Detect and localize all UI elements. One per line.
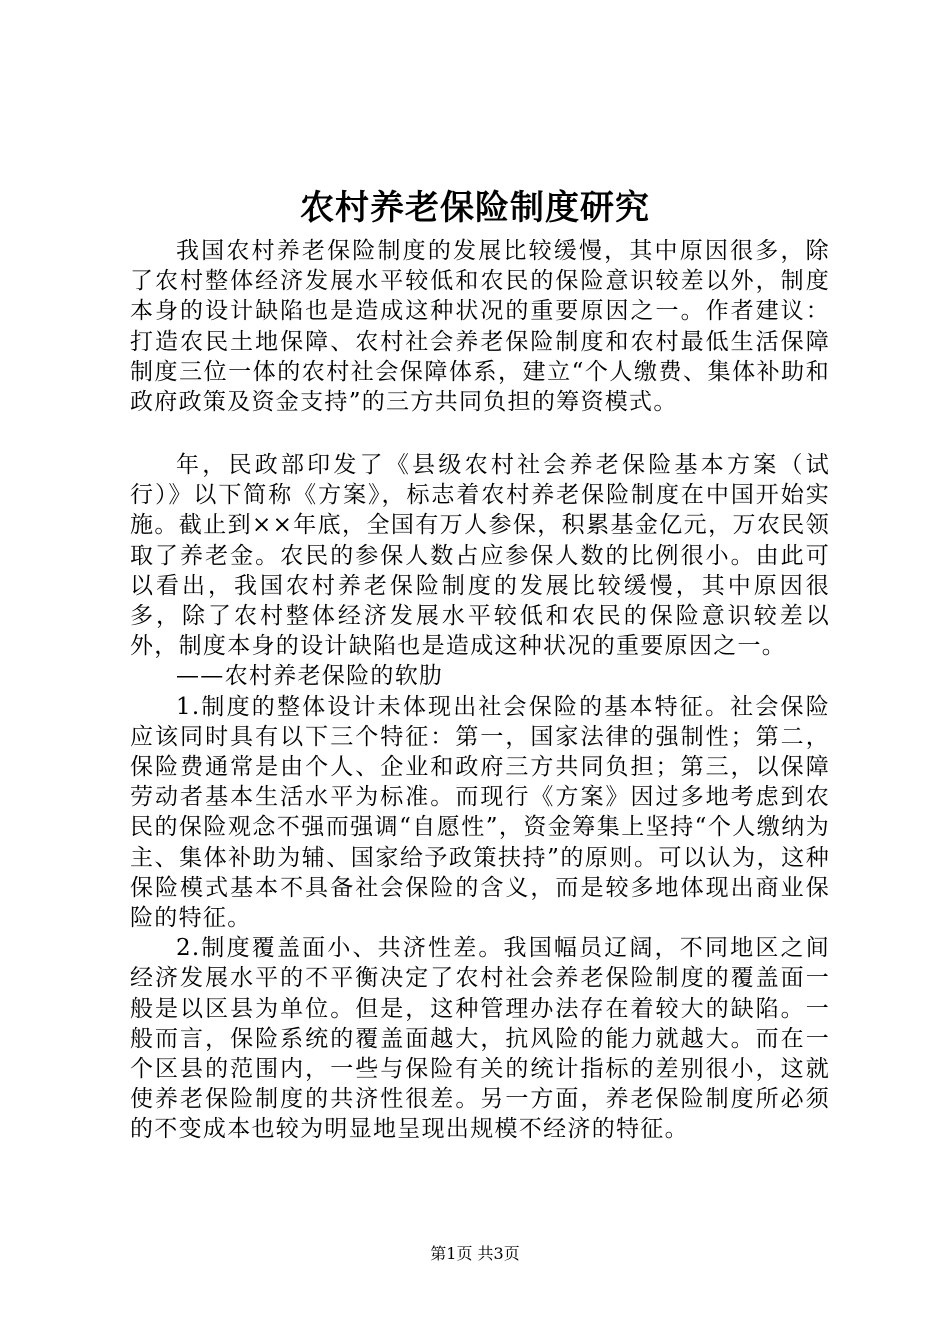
abstract-paragraph: 我国农村养老保险制度的发展比较缓慢，其中原因很多，除了农村整体经济发展水平较低和农民的保险意识较差以外，制度本身的设计缺陷也是造成这种状况的重要原因之一。作者建议：打造农民土地保障、农村社会养老保险制度和农村最低生活保障制度三位一体的农村社会保障体系，建立“个人缴费、集体补助和政府政策及资金支持”的三方共同负担的筹资模式。 — [130, 238, 830, 416]
section-heading: ——农村养老保险的软肋 — [176, 663, 444, 690]
document-title: 农村养老保险制度研究 — [300, 188, 650, 228]
page-footer — [0, 1243, 950, 1265]
body-paragraph-1: 年，民政部印发了《县级农村社会养老保险基本方案（试行）》以下简称《方案》，标志着农村养老保险制度在中国开始实施。截止到××年底，全国有万人参保，积累基金亿元，万农民领取了养老金。农民的参保人数占应参保人数的比例很小。由此可以看出，我国农村养老保险制度的发展比较缓慢，其中原因很多，除了农村整体经济发展水平较低和农民的保险意识较差以外，制度本身的设计缺陷也是造成这种状况的重要原因之一。 — [130, 452, 830, 660]
body-paragraph-3: 2.制度覆盖面小、共济性差。我国幅员辽阔，不同地区之间经济发展水平的不平衡决定了农村社会养老保险制度的覆盖面一般是以区县为单位。但是，这种管理办法存在着较大的缺陷。一般而言，保险系统的覆盖面越大，抗风险的能力就越大。而在一个区县的范围内，一些与保险有关的统计指标的差别很小，这就使养老保险制度的共济性很差。另一方面，养老保险制度所必须的不变成本也较为明显地呈现出规模不经济的特征。 — [130, 935, 830, 1143]
abstract — [130, 236, 830, 417]
page-number-label: 第1页 共3页 — [430, 1244, 520, 1263]
document-body — [130, 450, 830, 1145]
body-paragraph-2: 1.制度的整体设计未体现出社会保险的基本特征。社会保险应该同时具有以下三个特征：第一，国家法律的强制性；第二，保险费通常是由个人、企业和政府三方共同负担；第三，以保障劳动者基本生活水平为标准。而现行《方案》因过多地考虑到农民的保险观念不强而强调“自愿性”，资金筹集上坚持“个人缴纳为主、集体补助为辅、国家给予政策扶持”的原则。可以认为，这种保险模式基本不具备社会保险的含义，而是较多地体现出商业保险的特征。 — [130, 693, 830, 932]
